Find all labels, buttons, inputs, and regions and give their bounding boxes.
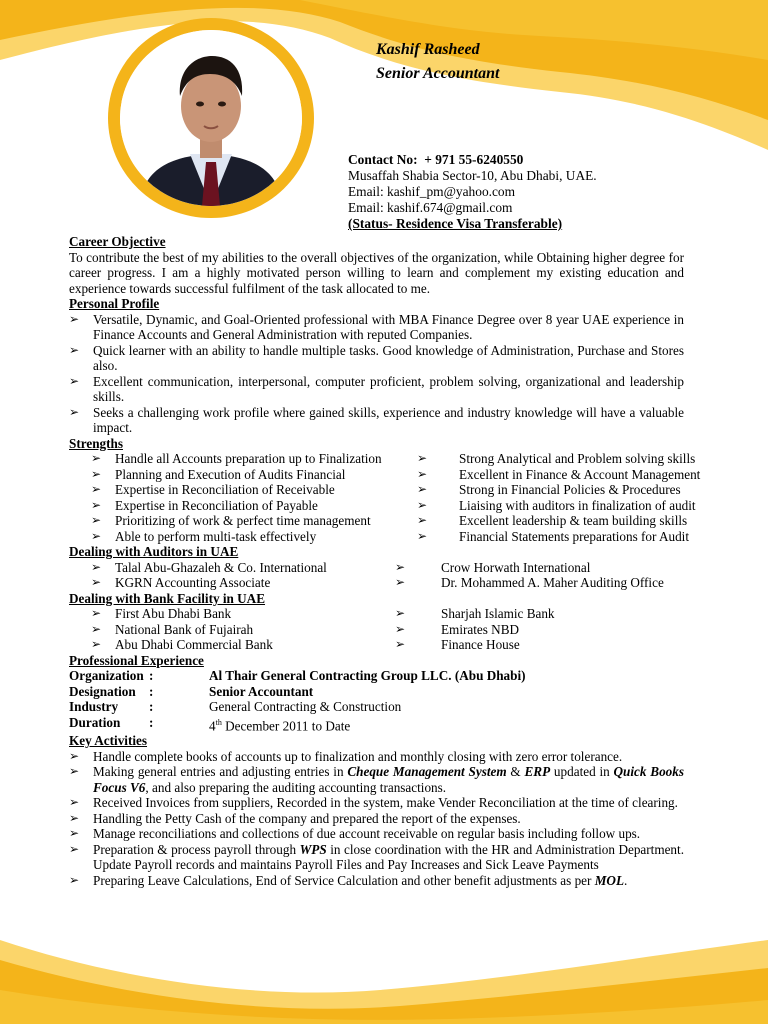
colon: : bbox=[149, 668, 154, 683]
auditors-grid bbox=[69, 560, 684, 591]
experience-table bbox=[69, 668, 684, 733]
activity-text: . bbox=[624, 872, 628, 888]
list-item: ➢ Able to perform multi-task effectively bbox=[69, 529, 417, 545]
contact-block bbox=[348, 152, 597, 232]
list-item: ➢ Excellent leadership & team building skills bbox=[417, 513, 717, 529]
list-item: ➢ Abu Dhabi Commercial Bank bbox=[69, 637, 417, 653]
activity-emphasis: Quick Books Focus V6 bbox=[93, 764, 685, 795]
activities-heading: Key Activities bbox=[69, 733, 148, 749]
list-item: ➢ Quick learner with an ability to handle multiple tasks. Good knowledge of Administration, Purchase and Stores also. bbox=[69, 343, 684, 374]
activity-text: Preparation & process payroll through bbox=[93, 841, 300, 857]
list-item: ➢ KGRN Accounting Associate bbox=[69, 575, 417, 591]
list-item: ➢ Manage reconciliations and collections of due account receivable on regular basis including follow ups. bbox=[69, 826, 684, 842]
list-item: ➢ Excellent communication, interpersonal, computer proficient, problem solving, organizational and leadership skills. bbox=[69, 374, 684, 405]
activity-text: updated in bbox=[550, 764, 614, 780]
list-item: ➢ Strong Analytical and Problem solving skills bbox=[417, 451, 717, 467]
list-item: ➢ Expertise in Reconciliation of Receivable bbox=[69, 482, 417, 498]
list-item: ➢ Dr. Mohammed A. Maher Auditing Office bbox=[417, 575, 687, 591]
org-value: Al Thair General Contracting Group LLC. (Abu Dhabi) bbox=[209, 668, 526, 683]
address-line: Musaffah Shabia Sector-10, Abu Dhabi, UAE. bbox=[348, 168, 597, 183]
experience-heading: Professional Experience bbox=[69, 652, 204, 668]
resume-body bbox=[69, 234, 701, 888]
career-text: To contribute the best of my abilities to the overall objectives of the organization, while Obtaining higher degree for career progress. I am a highly motivated person willing to learn and complement my existing education and experience towards successful fulfilment of the task allocated to me. bbox=[69, 249, 684, 296]
visa-status: (Status- Residence Visa Transferable) bbox=[348, 216, 563, 231]
colon: : bbox=[149, 683, 154, 699]
list-item: ➢ Financial Statements preparations for Audit bbox=[417, 529, 717, 545]
list-item: ➢ Seeks a challenging work profile where gained skills, experience and industry knowledge will have a valuable impact. bbox=[69, 405, 684, 436]
name-block bbox=[376, 38, 499, 86]
duration-rest: December 2011 to Date bbox=[221, 717, 351, 733]
list-item bbox=[69, 842, 684, 873]
email-line-1[interactable]: Email: kashif_pm@yahoo.com bbox=[348, 184, 516, 199]
candidate-name: Kashif Rasheed bbox=[376, 41, 480, 58]
colon: : bbox=[149, 714, 154, 730]
activities-list bbox=[69, 749, 684, 889]
auditors-heading: Dealing with Auditors in UAE bbox=[69, 544, 239, 559]
list-item: ➢ Emirates NBD bbox=[417, 622, 687, 638]
designation-value: Senior Accountant bbox=[209, 683, 314, 699]
list-item: ➢ Excellent in Finance & Account Management bbox=[417, 467, 717, 483]
email-line-2[interactable]: Email: kashif.674@gmail.com bbox=[348, 200, 513, 215]
profile-photo bbox=[120, 30, 302, 206]
duration-day: 4 bbox=[209, 717, 216, 733]
list-item: ➢ National Bank of Fujairah bbox=[69, 622, 417, 638]
colon: : bbox=[149, 699, 154, 714]
strengths-heading: Strengths bbox=[69, 435, 123, 451]
activity-text: Preparing Leave Calculations, End of Service Calculation and other benefit adjustments as per bbox=[93, 872, 595, 888]
phone-label: Contact No: bbox=[348, 152, 418, 167]
industry-value: General Contracting & Construction bbox=[209, 699, 402, 714]
duration-label: Duration bbox=[69, 714, 121, 730]
candidate-title: Senior Accountant bbox=[376, 65, 500, 82]
list-item: ➢ Talal Abu-Ghazaleh & Co. International bbox=[69, 560, 417, 576]
duration-suffix: th bbox=[215, 717, 222, 727]
list-item: ➢ Handle complete books of accounts up to finalization and monthly closing with zero error tolerance. bbox=[69, 749, 684, 765]
org-label: Organization bbox=[69, 668, 144, 683]
activity-text: Making general entries and adjusting entries in bbox=[93, 764, 348, 780]
list-item: ➢ Liaising with auditors in finalization of audit bbox=[417, 498, 717, 514]
activity-text: in close coordination with the HR and Administration Department. Update Payroll records and maintains Payroll Files and Pay Increases and Sick Leave Payments bbox=[93, 841, 684, 873]
list-item: ➢ First Abu Dhabi Bank bbox=[69, 606, 417, 622]
activity-emphasis: ERP bbox=[524, 764, 551, 780]
phone-line bbox=[348, 152, 597, 168]
profile-heading: Personal Profile bbox=[69, 296, 160, 311]
list-item: ➢ Prioritizing of work & perfect time management bbox=[69, 513, 417, 529]
industry-label: Industry bbox=[69, 699, 119, 714]
activity-text: & bbox=[506, 764, 525, 780]
list-item: ➢ Finance House bbox=[417, 637, 687, 653]
strengths-grid bbox=[69, 451, 701, 544]
designation-label: Designation bbox=[69, 683, 136, 699]
list-item: ➢ Handling the Petty Cash of the company and prepared the report of the expenses. bbox=[69, 811, 684, 827]
activity-text: , and also preparing the auditing accounting transactions. bbox=[145, 779, 447, 795]
activity-emphasis: WPS bbox=[299, 841, 327, 857]
banks-grid bbox=[69, 606, 684, 653]
person-portrait-icon bbox=[120, 30, 302, 206]
list-item: ➢ Received Invoices from suppliers, Recorded in the system, make Vender Reconciliation at the time of clearing. bbox=[69, 795, 684, 811]
activity-emphasis: Cheque Management System bbox=[347, 764, 507, 780]
list-item: ➢ Strong in Financial Policies & Procedures bbox=[417, 482, 717, 498]
list-item: ➢ Planning and Execution of Audits Financial bbox=[69, 467, 417, 483]
list-item: ➢ Expertise in Reconciliation of Payable bbox=[69, 498, 417, 514]
list-item: ➢ Versatile, Dynamic, and Goal-Oriented professional with MBA Finance Degree over 8 year UAE experience in Finance Accounts and General Administration with reputed Companies. bbox=[69, 312, 684, 343]
list-item bbox=[69, 764, 684, 795]
list-item bbox=[69, 873, 684, 889]
banks-heading: Dealing with Bank Facility in UAE bbox=[69, 590, 266, 606]
activity-emphasis: MOL bbox=[594, 872, 625, 888]
list-item: ➢ Crow Horwath International bbox=[417, 560, 687, 576]
bottom-wave-decoration bbox=[0, 920, 768, 1024]
phone-number: + 971 55-6240550 bbox=[424, 152, 524, 167]
list-item: ➢ Handle all Accounts preparation up to Finalization bbox=[69, 451, 417, 467]
career-heading: Career Objective bbox=[69, 234, 166, 249]
duration-value bbox=[209, 715, 689, 734]
profile-list bbox=[69, 312, 684, 436]
list-item: ➢ Sharjah Islamic Bank bbox=[417, 606, 687, 622]
